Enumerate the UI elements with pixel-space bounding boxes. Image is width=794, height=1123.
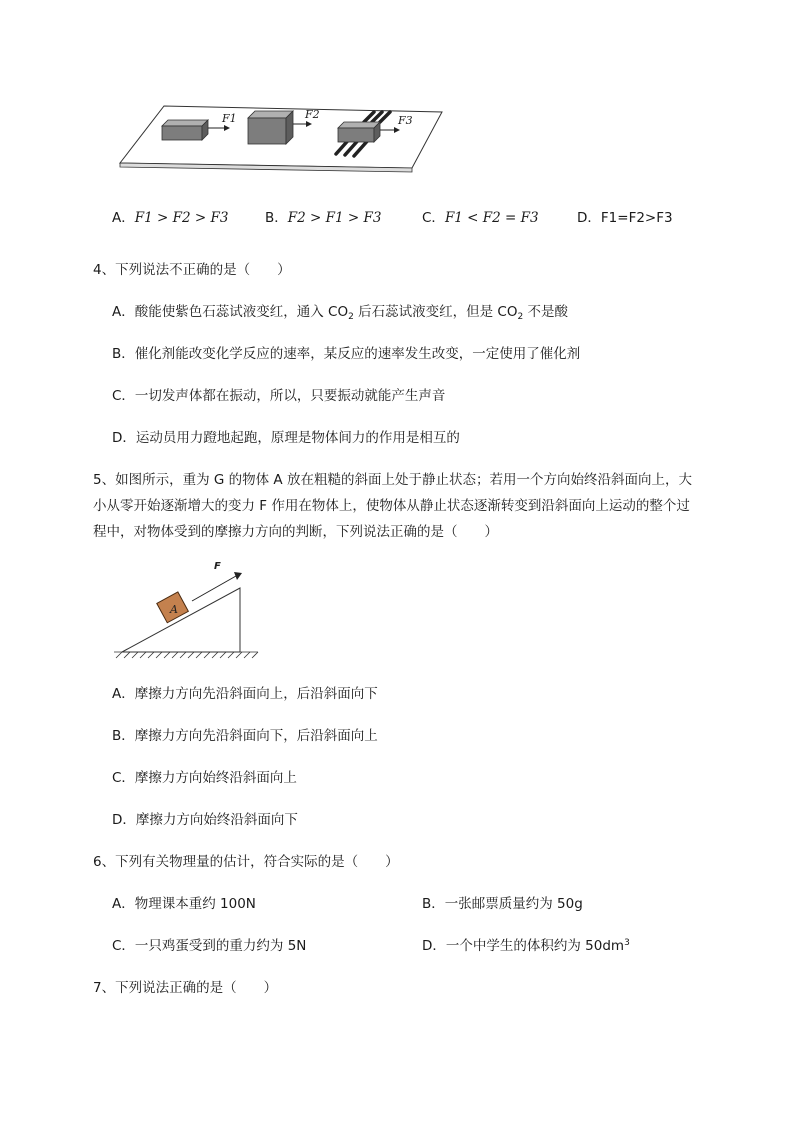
q3-option-b-text: F2 > F1 > F3: [287, 210, 382, 226]
q3-option-a-text: F1 > F2 > F3: [134, 210, 229, 226]
q5-option-b: B．摩擦力方向先沿斜面向下，后沿斜面向上: [112, 728, 378, 744]
q6-option-d-text: D．一个中学生的体积约为 50dm: [422, 938, 625, 954]
q3-figure-board-blocks: [112, 100, 452, 175]
q3-option-a: [112, 206, 228, 226]
block-a-label: A: [170, 603, 178, 616]
q4-stem: 4、下列说法不正确的是（ ）: [93, 262, 291, 278]
q4-option-a-sub2: 2: [517, 312, 524, 322]
q6-stem: 6、下列有关物理量的估计，符合实际的是（ ）: [93, 854, 399, 870]
q3-option-d-text: F1=F2>F3: [600, 210, 673, 226]
q3-option-c-text: F1 < F2 = F3: [444, 210, 539, 226]
q4-option-a-sub1: 2: [348, 312, 354, 322]
q4-option-d: D．运动员用力蹬地起跑，原理是物体间力的作用是相互的: [112, 430, 460, 446]
q4-option-a: [112, 300, 568, 320]
block-3: [338, 122, 380, 142]
force-label-f: F: [214, 561, 221, 572]
block-2: [248, 111, 293, 144]
q3-option-a-letter: A．: [112, 210, 135, 226]
q5-option-c: C．摩擦力方向始终沿斜面向上: [112, 770, 297, 786]
q4-option-c: C．一切发声体都在振动，所以，只要振动就能产生声音: [112, 388, 446, 404]
q3-option-b-letter: B．: [265, 210, 288, 226]
ground-hatching: [114, 652, 258, 658]
q6-option-d-sup: 3: [624, 938, 630, 948]
q4-option-a-post: 不是酸: [523, 304, 568, 320]
q3-option-d-letter: D．: [577, 210, 601, 226]
q3-options: [112, 206, 672, 226]
q5-stem-line3: 程中，对物体受到的摩擦力方向的判断，下列说法正确的是（ ）: [93, 524, 498, 540]
q7-stem: 7、下列说法正确的是（ ）: [93, 980, 278, 996]
q6-option-a: A．物理课本重约 100N: [112, 896, 256, 912]
q5-stem-line1: 5、如图所示，重为 G 的物体 A 放在粗糙的斜面上处于静止状态；若用一个方向始终沿斜面向上，大: [93, 472, 692, 488]
label-f2: F2: [305, 108, 320, 121]
q6-option-c: C．一只鸡蛋受到的重力约为 5N: [112, 938, 307, 954]
q5-option-d: D．摩擦力方向始终沿斜面向下: [112, 812, 298, 828]
q3-option-c: [422, 206, 539, 226]
q6-option-b: B．一张邮票质量约为 50g: [422, 896, 583, 912]
label-f1: F1: [222, 112, 237, 125]
q4-option-b: B．催化剂能改变化学反应的速率，某反应的速率发生改变，一定使用了催化剂: [112, 346, 581, 362]
block-1: [162, 120, 208, 140]
q5-figure-incline: [112, 556, 262, 660]
q5-stem-line2: 小从零开始逐渐增大的变力 F 作用在物体上，使物体从静止状态逐渐转变到沿斜面向上运动的整个过: [93, 498, 690, 514]
q4-option-a-mid: 后石蕊试液变红，但是 CO: [353, 304, 518, 320]
label-f3: F3: [398, 114, 413, 127]
q3-option-d: [577, 206, 673, 226]
q5-option-a: A．摩擦力方向先沿斜面向上，后沿斜面向下: [112, 686, 378, 702]
q6-option-d: [422, 934, 630, 954]
q4-option-a-pre: A．酸能使紫色石蕊试液变红，通入 CO: [112, 304, 349, 320]
q3-option-c-letter: C．: [422, 210, 445, 226]
q3-option-b: [265, 206, 381, 226]
